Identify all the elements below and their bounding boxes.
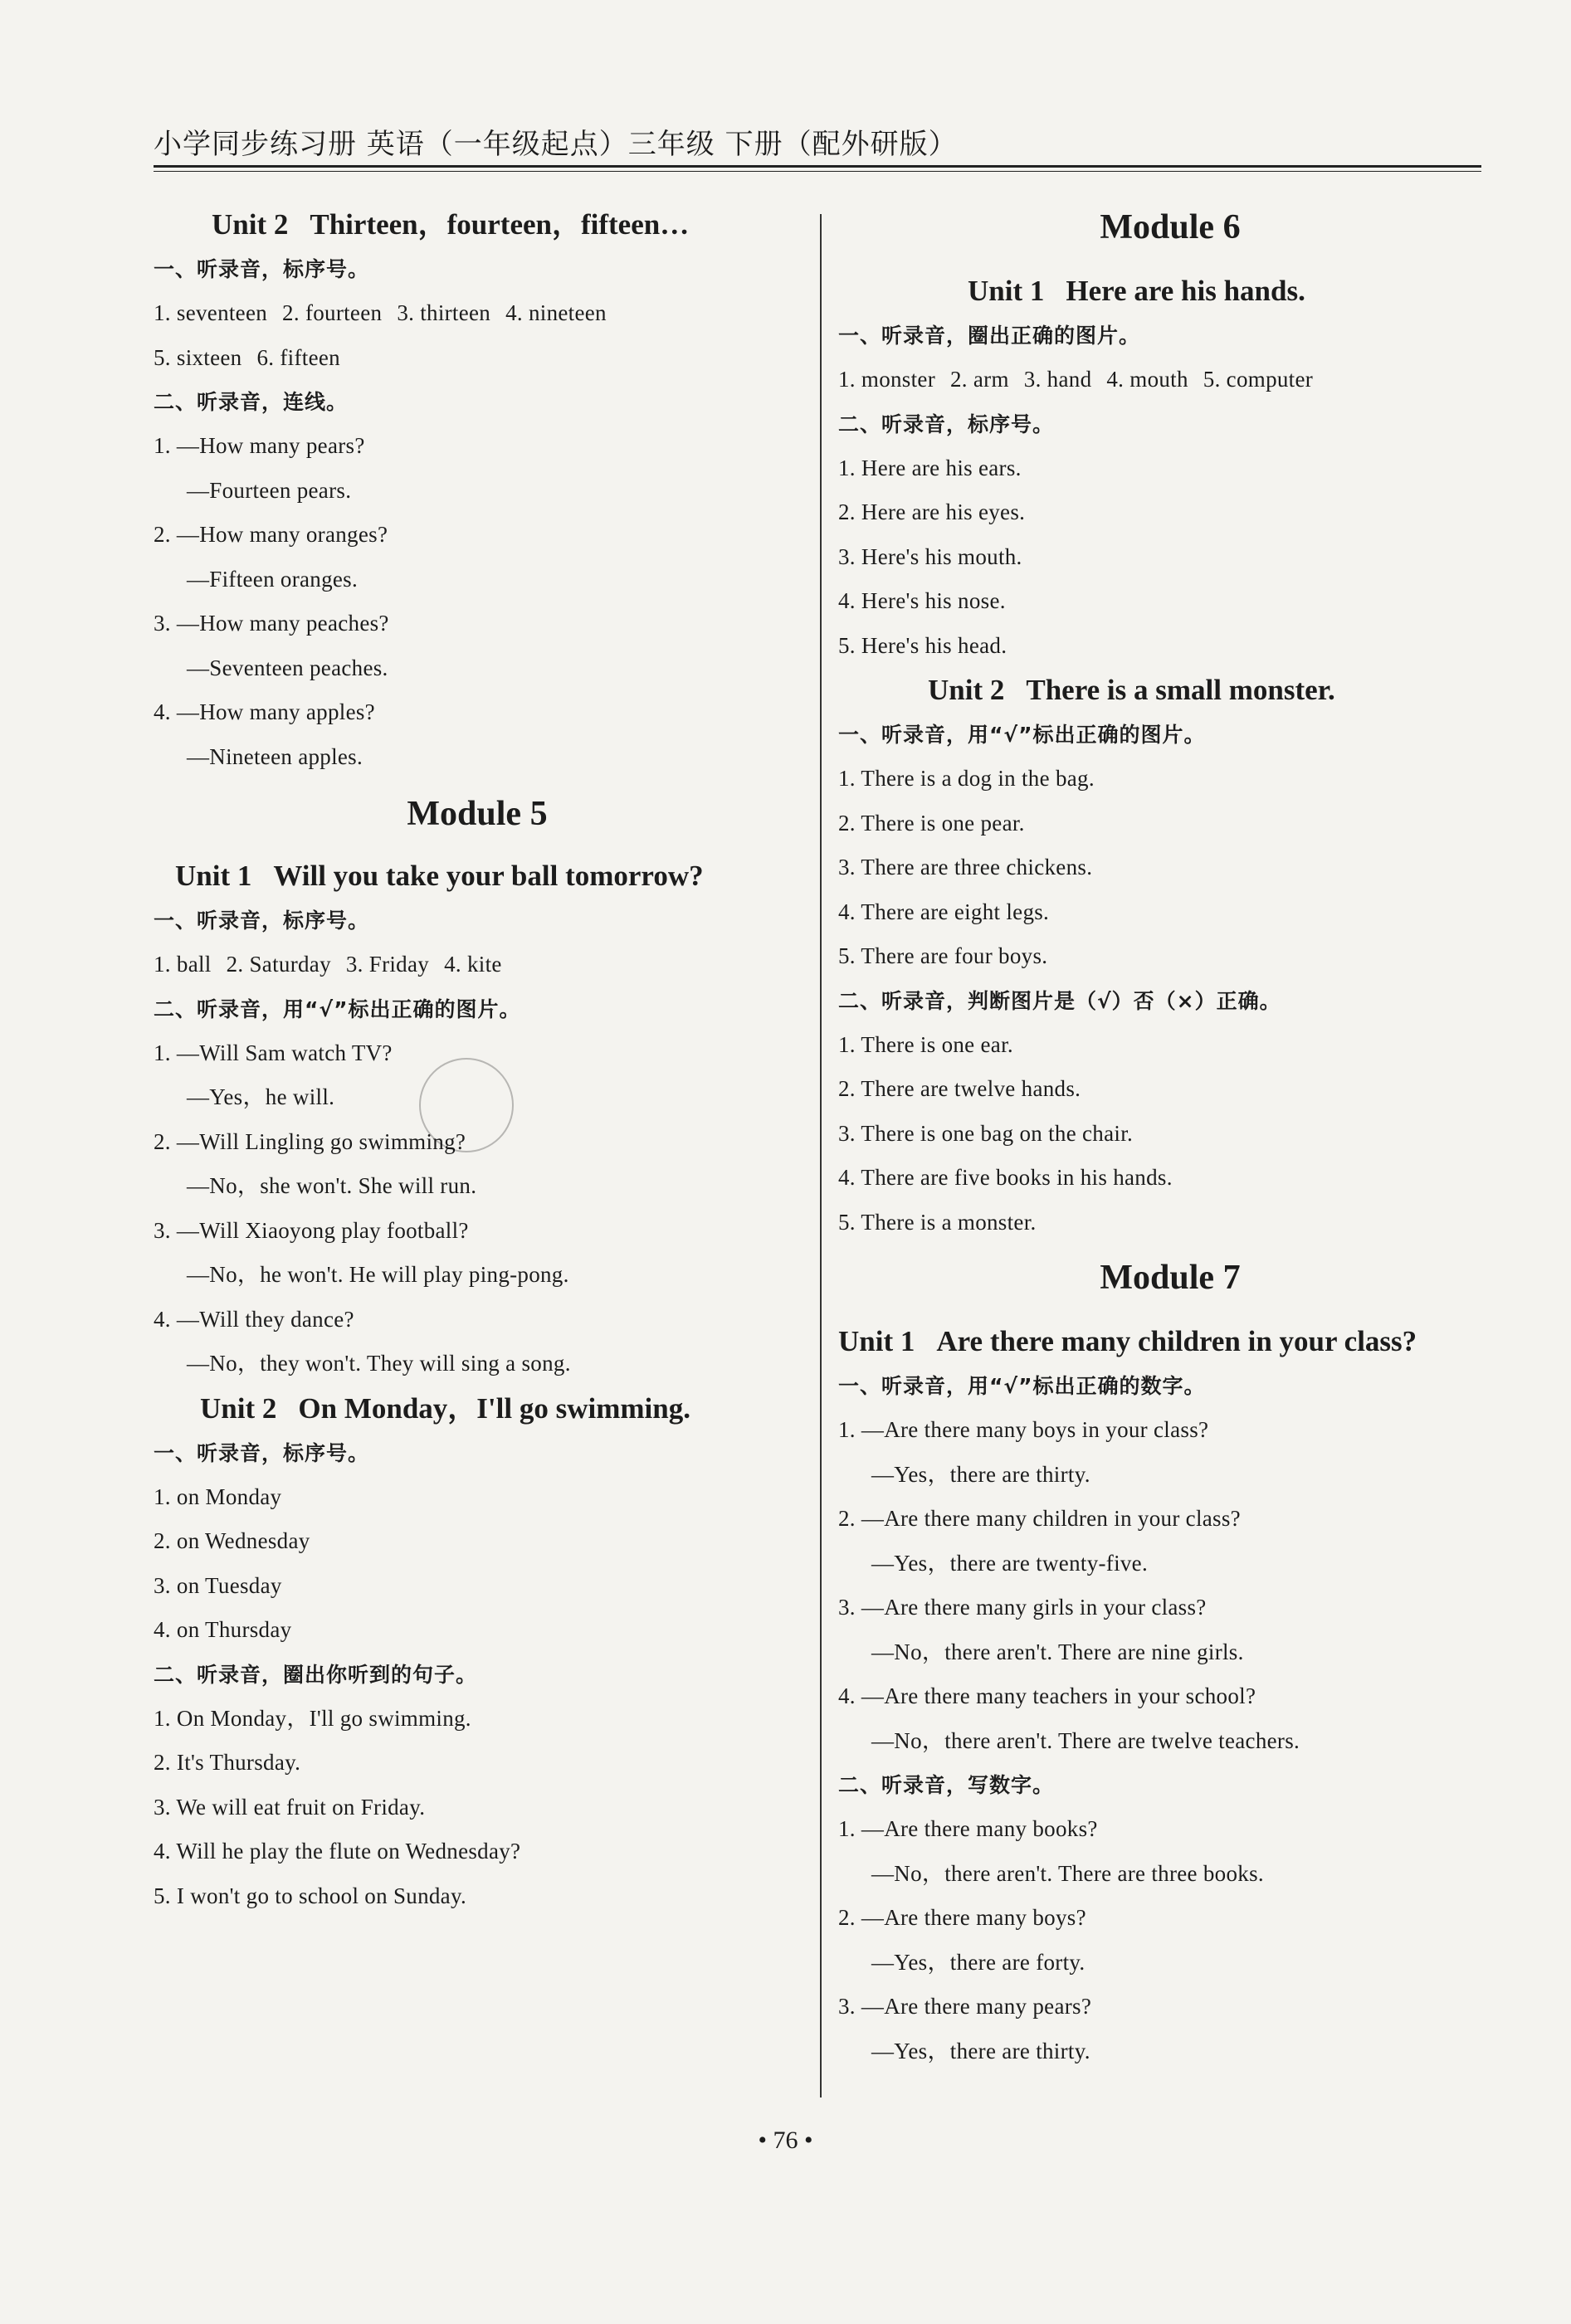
- section-heading: 二、听录音，写数字。: [838, 1773, 1055, 1797]
- module-title: Module 5: [407, 795, 548, 833]
- answer-line: 3. There is one bag on the chair.: [838, 1120, 1134, 1146]
- section-heading: 一、听录音，标序号。: [154, 257, 370, 281]
- section-heading: 一、听录音，标序号。: [154, 909, 370, 933]
- answer-line: —No，there aren't. There are three books.: [871, 1860, 1264, 1886]
- page-header: [154, 124, 1481, 164]
- answer-line: —Yes，there are thirty.: [871, 2038, 1090, 2063]
- answer-line: 4. Here's his nose.: [838, 588, 1006, 613]
- answer-line: 5. sixteen 6. fifteen: [154, 344, 340, 370]
- answer-line: 2. —Are there many boys?: [838, 1905, 1086, 1930]
- header-rule-thin: [154, 171, 1481, 172]
- answer-line: —No，they won't. They will sing a song.: [187, 1351, 571, 1376]
- answer-line: 1. On Monday，I'll go swimming.: [154, 1705, 471, 1731]
- answer-line: —Fifteen oranges.: [187, 566, 359, 592]
- answer-line: —Yes，there are thirty.: [871, 1461, 1090, 1487]
- answer-line: 2. Here are his eyes.: [838, 499, 1026, 524]
- answer-line: 5. There is a monster.: [838, 1209, 1037, 1235]
- answer-line: 4. —Are there many teachers in your school?: [838, 1683, 1256, 1708]
- answer-line: —Fourteen pears.: [187, 477, 352, 503]
- answer-line: —Yes，he will.: [187, 1084, 335, 1109]
- answer-line: 4. Will he play the flute on Wednesday?: [154, 1839, 521, 1864]
- answer-line: 2. There is one pear.: [838, 810, 1025, 836]
- answer-line: 1. —Will Sam watch TV?: [154, 1040, 393, 1065]
- unit-title: Unit 2 There is a small monster.: [928, 674, 1335, 706]
- section-heading: 一、听录音，用“√”标出正确的图片。: [838, 723, 1206, 747]
- answer-line: 2. There are twelve hands.: [838, 1076, 1081, 1101]
- unit-title: Unit 1 Will you take your ball tomorrow?: [175, 860, 704, 892]
- answer-line: —No，there aren't. There are nine girls.: [871, 1639, 1244, 1664]
- answer-line: 1. There is one ear.: [838, 1031, 1013, 1057]
- answer-line: —No，there aren't. There are twelve teachers.: [871, 1727, 1300, 1753]
- answer-line: 1. seventeen 2. fourteen 3. thirteen 4. nineteen: [154, 300, 607, 325]
- answer-line: 2. —Are there many children in your class?: [838, 1506, 1241, 1531]
- answer-line: 1. monster 2. arm 3. hand 4. mouth 5. computer: [838, 367, 1314, 392]
- section-heading: 一、听录音，用“√”标出正确的数字。: [838, 1374, 1206, 1398]
- module-title: Module 7: [1100, 1259, 1241, 1297]
- unit-title: Unit 2 On Monday，I'll go swimming.: [200, 1391, 690, 1425]
- answer-line: 1. There is a dog in the bag.: [838, 766, 1095, 791]
- answer-line: 3. There are three chickens.: [838, 855, 1093, 879]
- answer-line: 5. I won't go to school on Sunday.: [154, 1883, 467, 1908]
- section-heading: 二、听录音，圈出你听到的句子。: [154, 1662, 478, 1687]
- answer-line: —Nineteen apples.: [187, 743, 363, 769]
- answer-line: —Yes，there are twenty-five.: [871, 1550, 1149, 1576]
- watermark-stamp: [419, 1058, 514, 1152]
- answer-line: —Yes，there are forty.: [871, 1949, 1086, 1975]
- section-heading: 二、听录音，用“√”标出正确的图片。: [154, 996, 521, 1021]
- answer-line: 4. —Will they dance?: [154, 1306, 354, 1332]
- answer-line: —No，he won't. He will play ping-pong.: [187, 1262, 569, 1287]
- answer-line: 1. —How many pears?: [154, 433, 365, 458]
- section-heading: 二、听录音，连线。: [154, 390, 349, 414]
- answer-line: 3. We will eat fruit on Friday.: [154, 1794, 426, 1820]
- section-heading: 一、听录音，圈出正确的图片。: [838, 324, 1141, 348]
- answer-line: 3. —Are there many pears?: [838, 1994, 1092, 2019]
- answer-line: 2. —How many oranges?: [154, 522, 388, 547]
- answer-line: 3. —Will Xiaoyong play football?: [154, 1217, 469, 1243]
- answer-line: 4. on Thursday: [154, 1617, 292, 1642]
- answer-line: 4. There are five books in his hands.: [838, 1165, 1173, 1190]
- answer-line: 3. Here's his mouth.: [838, 543, 1022, 569]
- answer-line: 4. —How many apples?: [154, 699, 375, 724]
- right-column: [838, 199, 1502, 2073]
- answer-line: 2. It's Thursday.: [154, 1750, 301, 1775]
- header-rule-thick: [154, 165, 1481, 168]
- answer-line: —No，she won't. She will run.: [187, 1173, 477, 1198]
- section-heading: 二、听录音，判断图片是（√）否（×）正确。: [838, 988, 1281, 1013]
- answer-line: 1. —Are there many books?: [838, 1816, 1098, 1841]
- column-divider: [820, 214, 822, 2097]
- section-heading: 二、听录音，标序号。: [838, 412, 1055, 436]
- answer-line: 2. —Will Lingling go swimming?: [154, 1128, 466, 1154]
- book-title: 小学同步练习册 英语（一年级起点）三年级 下册（配外研版）: [154, 128, 958, 161]
- answer-line: —Seventeen peaches.: [187, 655, 388, 680]
- section-heading: 一、听录音，标序号。: [154, 1440, 370, 1465]
- unit-title: Unit 1 Are there many children in your class?: [838, 1325, 1417, 1357]
- answer-line: 1. Here are his ears.: [838, 455, 1022, 480]
- unit-title: Unit 2 Thirteen，fourteen，fifteen…: [212, 208, 690, 241]
- answer-line: 5. There are four boys.: [838, 943, 1048, 968]
- answer-line: 3. —How many peaches?: [154, 611, 389, 636]
- page-number: • 76 •: [758, 2127, 813, 2154]
- unit-title: Unit 1 Here are his hands.: [968, 275, 1305, 307]
- answer-line: 1. —Are there many boys in your class?: [838, 1417, 1209, 1442]
- answer-line: 3. on Tuesday: [154, 1572, 282, 1598]
- answer-line: 4. There are eight legs.: [838, 899, 1050, 924]
- answer-line: 1. ball 2. Saturday 3. Friday 4. kite: [154, 952, 502, 977]
- answer-line: 1. on Monday: [154, 1484, 282, 1509]
- answer-line: 2. on Wednesday: [154, 1528, 310, 1553]
- answer-line: 5. Here's his head.: [838, 632, 1007, 658]
- answer-line: 3. —Are there many girls in your class?: [838, 1595, 1207, 1620]
- module-title: Module 6: [1100, 208, 1241, 246]
